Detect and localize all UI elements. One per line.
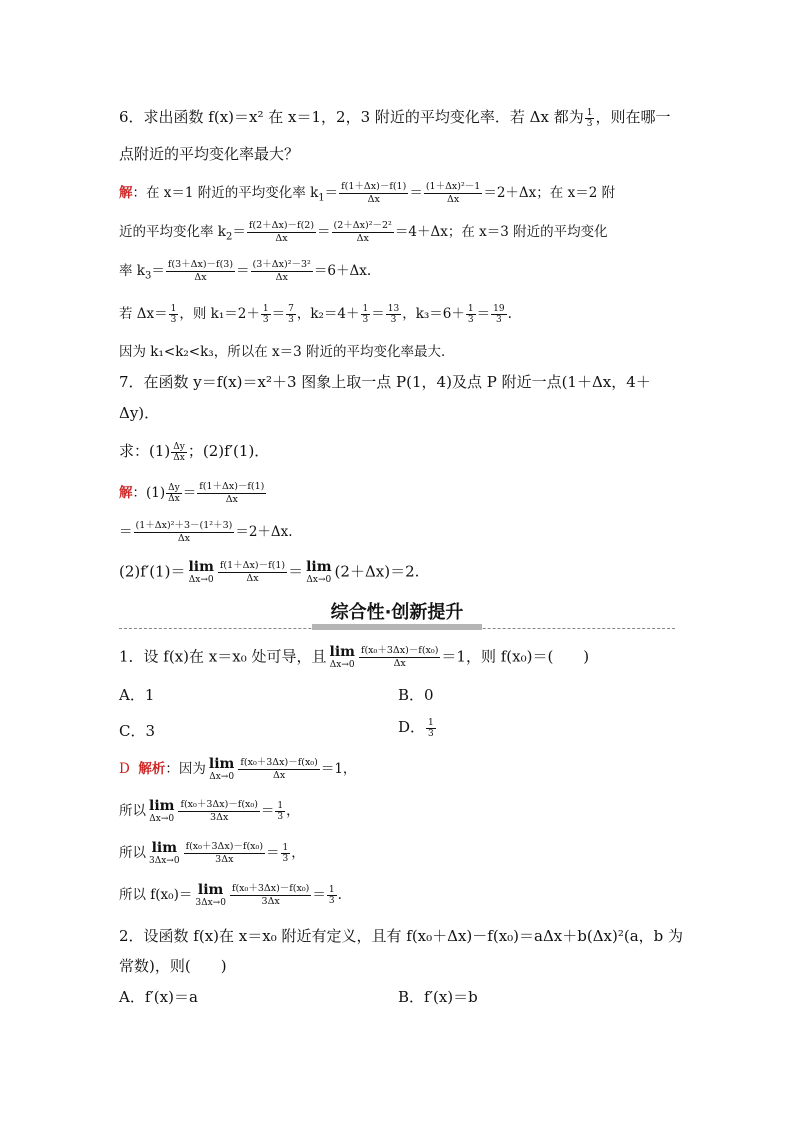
p2-stem-line1: 2．设函数 f(x)在 x＝x₀ 附近有定义，且有 f(x₀＋Δx)－f(x₀)＝aΔx＋b(Δx)²(a，b 为 [119, 927, 684, 945]
q6-stem-line1: 6．求出函数 f(x)＝x² 在 x＝1，2，3 附近的平均变化率．若 Δx 都为 $\frac{1}{3}$ ，则在哪一 [119, 107, 671, 129]
q6-solution-line5: 因为 k₁<k₂<k₃，所以在 x＝3 附近的平均变化率最大． [119, 344, 455, 360]
p2-option-a: A．f′(x)＝a [119, 988, 198, 1006]
q6-stem-line2: 点附近的平均变化率最大？ [119, 145, 300, 163]
q7-solution-line3: (2)f′(1)＝ lim Δx→0 $\frac{f(1+\Delta x)-f(1)}{\Delta x}$ ＝ lim Δx→0 (2＋Δx)＝2. [119, 559, 420, 585]
p1-option-a: A．1 [119, 686, 155, 704]
q7-stem-line2: Δy)． [119, 404, 160, 422]
q7-solution-line1: 解：(1) $\frac{\Delta y}{\Delta x}$ ＝ $\frac{f(1+\Delta x)-f(1)}{\Delta x}$ [119, 481, 265, 505]
analysis-label: 解析 [138, 761, 166, 777]
p1-analysis-line3: 所以 lim 3Δx→0 $\frac{\text{f(x₀＋3Δx)－f(x₀)}}{3\Delta x}$ ＝ $\frac{1}{3}$ ， [119, 840, 305, 866]
q6-solution-line4: 若 Δx＝ $\frac{1}{3}$ ，则 k₁＝2＋ $\frac{1}{3}$ ＝ $\frac{7}{3}$ ，k₂＝4＋ $\frac{1}{3}$ ＝ $\frac{13}{3}$ ，k₃＝6＋ $\frac{1}{3}$ ＝ $\frac{19}{3}$ . [119, 304, 512, 325]
p1-stem: 1．设 f(x)在 x＝x₀ 处可导，且 lim Δx→0 $\frac{\text{f(x₀＋3Δx)－f(x₀)}}{\Delta x}$ ＝1，则 f(x₀)＝( ) [119, 644, 590, 670]
q6-stem-text: 6．求出函数 f(x)＝x² 在 x＝1，2，3 附近的平均变化率．若 Δx 都为 [119, 108, 584, 126]
p1-option-b: B．0 [398, 686, 434, 704]
section-title: 综合性·创新提升 [330, 602, 464, 623]
solution-label: 解 [119, 485, 133, 501]
limit-operator: lim Δx→0 [188, 559, 214, 585]
limit-operator: lim Δx→0 [306, 559, 332, 585]
section-banner [119, 598, 675, 634]
p1-option-c: C．3 [119, 722, 156, 740]
p1-option-d: D． $\frac{1}{3}$ [398, 717, 434, 739]
p1-analysis-line2: 所以 lim Δx→0 $\frac{\text{f(x₀＋3Δx)－f(x₀)}}{3\Delta x}$ ＝ $\frac{1}{3}$ ， [119, 798, 300, 824]
solution-label: 解 [119, 185, 133, 201]
p1-analysis-line4: 所以 f(x₀)＝ lim 3Δx→0 $\frac{\text{f(x₀＋3Δx)－f(x₀)}}{3\Delta x}$ ＝ $\frac{1}{3}$ . [119, 882, 342, 908]
q6-solution-line3: 率 $k_3=$ $\frac{f(3+\Delta x)-f(3)}{\Delta x}$ ＝ $\frac{\text{(3＋Δx)²－3²}}{\Delta x}$ ＝6＋Δx. [119, 259, 372, 283]
q6-stem-fraction: $\frac{1}{3}$ [586, 107, 593, 129]
p1-analysis-line1: D 解析：因为 lim Δx→0 $\frac{\text{f(x₀＋3Δx)－f(x₀)}}{\Delta x}$ ＝1， [119, 756, 357, 782]
answer-letter: D [119, 761, 130, 777]
q6-solution-line2: 近的平均变化率 $k_2=$ $\frac{f(2+\Delta x)-f(2)}{\Delta x}$ ＝ $\frac{\text{(2＋Δx)²－2²}}{\Delta x}$ ＝4＋Δx；在 x＝3 附近的平均变化 [119, 220, 608, 244]
q7-solution-line2: ＝ $\frac{\text{(1＋Δx)²＋3－(1²＋3)}}{\Delta x}$ ＝2＋Δx. [119, 520, 293, 544]
q6-solution-line1: 解：在 x＝1 附近的平均变化率 $k_1=$ $\frac{f(1+\Delta x)-f(1)}{\Delta x}$ ＝ $\frac{\text{(1＋Δx)²－1}}{\Delta x}$ ＝2＋Δx；在 x＝2 附 [119, 181, 616, 205]
p2-option-b: B．f′(x)＝b [398, 988, 478, 1006]
q7-stem-line1: 7．在函数 y＝f(x)＝x²＋3 图象上取一点 P(1，4)及点 P 附近一点(1＋Δx，4＋ [119, 373, 651, 391]
p2-stem-line2: 常数)，则( ) [119, 957, 227, 975]
q7-ask-line: 求：(1) $\frac{\Delta y}{\Delta x}$ ；(2)f′(1)． [119, 441, 270, 463]
